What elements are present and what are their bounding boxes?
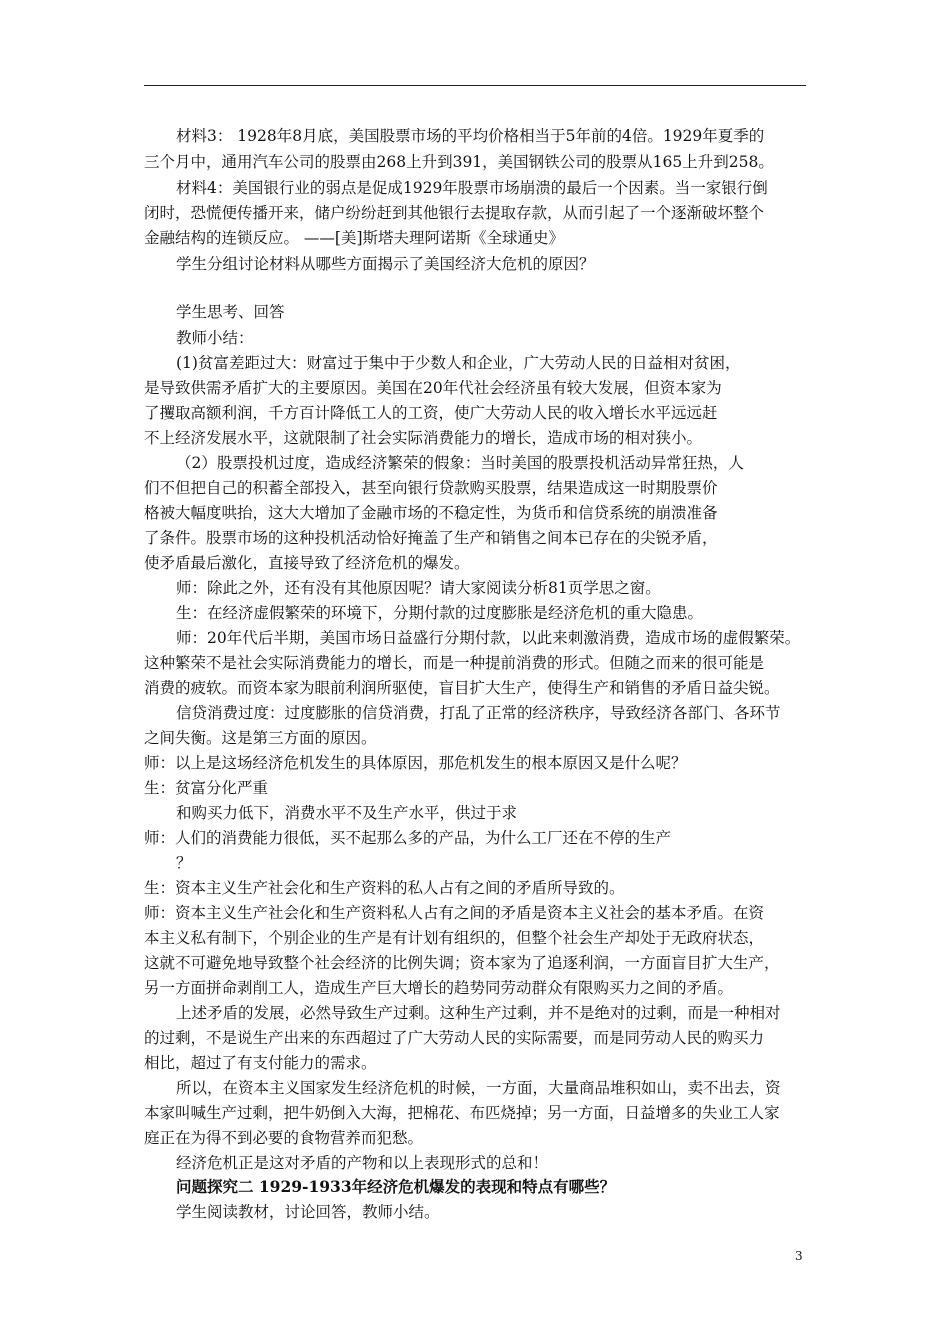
text-line: 的过剩，不是说生产出来的东西超过了广大劳动人民的实际需要，而是同劳动人民的购买力	[144, 1029, 765, 1047]
text-line: 消费的疲软。而资本家为眼前利润所驱使，盲目扩大生产，使得生产和销售的矛盾日益尖锐。	[144, 679, 780, 697]
text-line: 三个月中，通用汽车公司的股票由268上升到391，美国钢铁公司的股票从165上升到258。	[144, 153, 774, 171]
text-line: 师：除此之外，还有没有其他原因呢？请大家阅读分析81页学思之窗。	[176, 579, 661, 597]
text-line: 了攫取高额利润，千方百计降低工人的工资，使广大劳动人民的收入增长水平远远赶	[144, 404, 718, 422]
header-rule	[144, 85, 806, 86]
text-line: 师：以上是这场经济危机发生的具体原因，那危机发生的根本原因又是什么呢？	[144, 754, 687, 772]
text-line: 师：人们的消费能力很低，买不起那么多的产品，为什么工厂还在不停的生产	[144, 829, 672, 847]
text-line: 不上经济发展水平，这就限制了社会实际消费能力的增长，造成市场的相对狭小。	[144, 429, 703, 447]
text-line: 金融结构的连锁反应。 ——[美]斯塔夫理阿诺斯《全球通史》	[144, 229, 565, 247]
text-line: 是导致供需矛盾扩大的主要原因。美国在20年代社会经济虽有较大发展，但资本家为	[144, 379, 722, 397]
text-line: 相比，超过了有支付能力的需求。	[144, 1054, 377, 1072]
section-heading: 问题探究二 1929-1933年经济危机爆发的表现和特点有哪些？	[176, 1177, 616, 1196]
text-line: 学生分组讨论材料从哪些方面揭示了美国经济大危机的原因？	[176, 255, 595, 273]
text-line: 这种繁荣不是社会实际消费能力的增长，而是一种提前消费的形式。但随之而来的很可能是	[144, 654, 765, 672]
text-line: 使矛盾最后激化，直接导致了经济危机的爆发。	[144, 554, 470, 572]
text-line: 学生阅读教材，讨论回答，教师小结。	[176, 1203, 440, 1221]
text-line: 教师小结：	[176, 329, 254, 347]
text-line: （2）股票投机过度，造成经济繁荣的假象：当时美国的股票投机活动异常狂热，人	[176, 454, 744, 472]
text-line: 上述矛盾的发展，必然导致生产过剩。这种生产过剩，并不是绝对的过剩，而是一种相对	[176, 1004, 781, 1022]
text-line: 格被大幅度哄抬，这大大增加了金融市场的不稳定性，为货币和信贷系统的崩溃准备	[144, 504, 718, 522]
text-line: 生：在经济虚假繁荣的环境下，分期付款的过度膨胀是经济危机的重大隐患。	[176, 604, 704, 622]
text-line: 这就不可避免地导致整个社会经济的比例失调；资本家为了追逐利润，一方面盲目扩大生产，	[144, 954, 780, 972]
text-line: ？	[176, 854, 192, 872]
text-line: (1)贫富差距过大：财富过于集中于少数人和企业，广大劳动人民的日益相对贫困，	[176, 354, 741, 372]
text-line: 材料4：美国银行业的弱点是促成1929年股票市场崩溃的最后一个因素。当一家银行倒	[176, 179, 768, 197]
text-line: 生：资本主义生产社会化和生产资料的私人占有之间的矛盾所导致的。	[144, 879, 625, 897]
text-line: 信贷消费过度：过度膨胀的信贷消费，打乱了正常的经济秩序，导致经济各部门、各环节	[176, 704, 781, 722]
text-line: 庭正在为得不到必要的食物营养而犯愁。	[144, 1129, 424, 1147]
text-line: 们不但把自己的积蓄全部投入，甚至向银行贷款购买股票，结果造成这一时期股票价	[144, 479, 718, 497]
text-line: 学生思考、回答	[176, 303, 285, 321]
text-line: 经济危机正是这对矛盾的产物和以上表现形式的总和！	[176, 1154, 549, 1172]
text-line: 了条件。股票市场的这种投机活动恰好掩盖了生产和销售之间本已存在的尖锐矛盾，	[144, 529, 718, 547]
text-line: 闭时，恐慌便传播开来，储户纷纷赶到其他银行去提取存款，从而引起了一个逐渐破坏整个	[144, 204, 765, 222]
text-line: 师：资本主义生产社会化和生产资料私人占有之间的矛盾是资本主义社会的基本矛盾。在资	[144, 904, 765, 922]
text-line: 本家叫喊生产过剩，把牛奶倒入大海，把棉花、布匹烧掉；另一方面，日益增多的失业工人家	[144, 1104, 780, 1122]
text-line: 另一方面拼命剥削工人，造成生产巨大增长的趋势同劳动群众有限购买力之间的矛盾。	[144, 979, 734, 997]
page-number: 3	[795, 1249, 803, 1263]
text-line: 所以，在资本主义国家发生经济危机的时候，一方面，大量商品堆积如山，卖不出去，资	[176, 1079, 781, 1097]
text-line: 材料3： 1928年8月底，美国股票市场的平均价格相当于5年前的4倍。1929年夏季的	[176, 127, 765, 145]
text-line: 生：贫富分化严重	[144, 779, 269, 797]
text-line: 和购买力低下，消费水平不及生产水平，供过于求	[176, 804, 518, 822]
text-line: 师：20年代后半期，美国市场日益盛行分期付款，以此来刺激消费，造成市场的虚假繁荣。	[176, 629, 801, 647]
text-line: 本主义私有制下，个别企业的生产是有计划有组织的，但整个社会生产却处于无政府状态，	[144, 929, 765, 947]
text-line: 之间失衡。这是第三方面的原因。	[144, 729, 377, 747]
